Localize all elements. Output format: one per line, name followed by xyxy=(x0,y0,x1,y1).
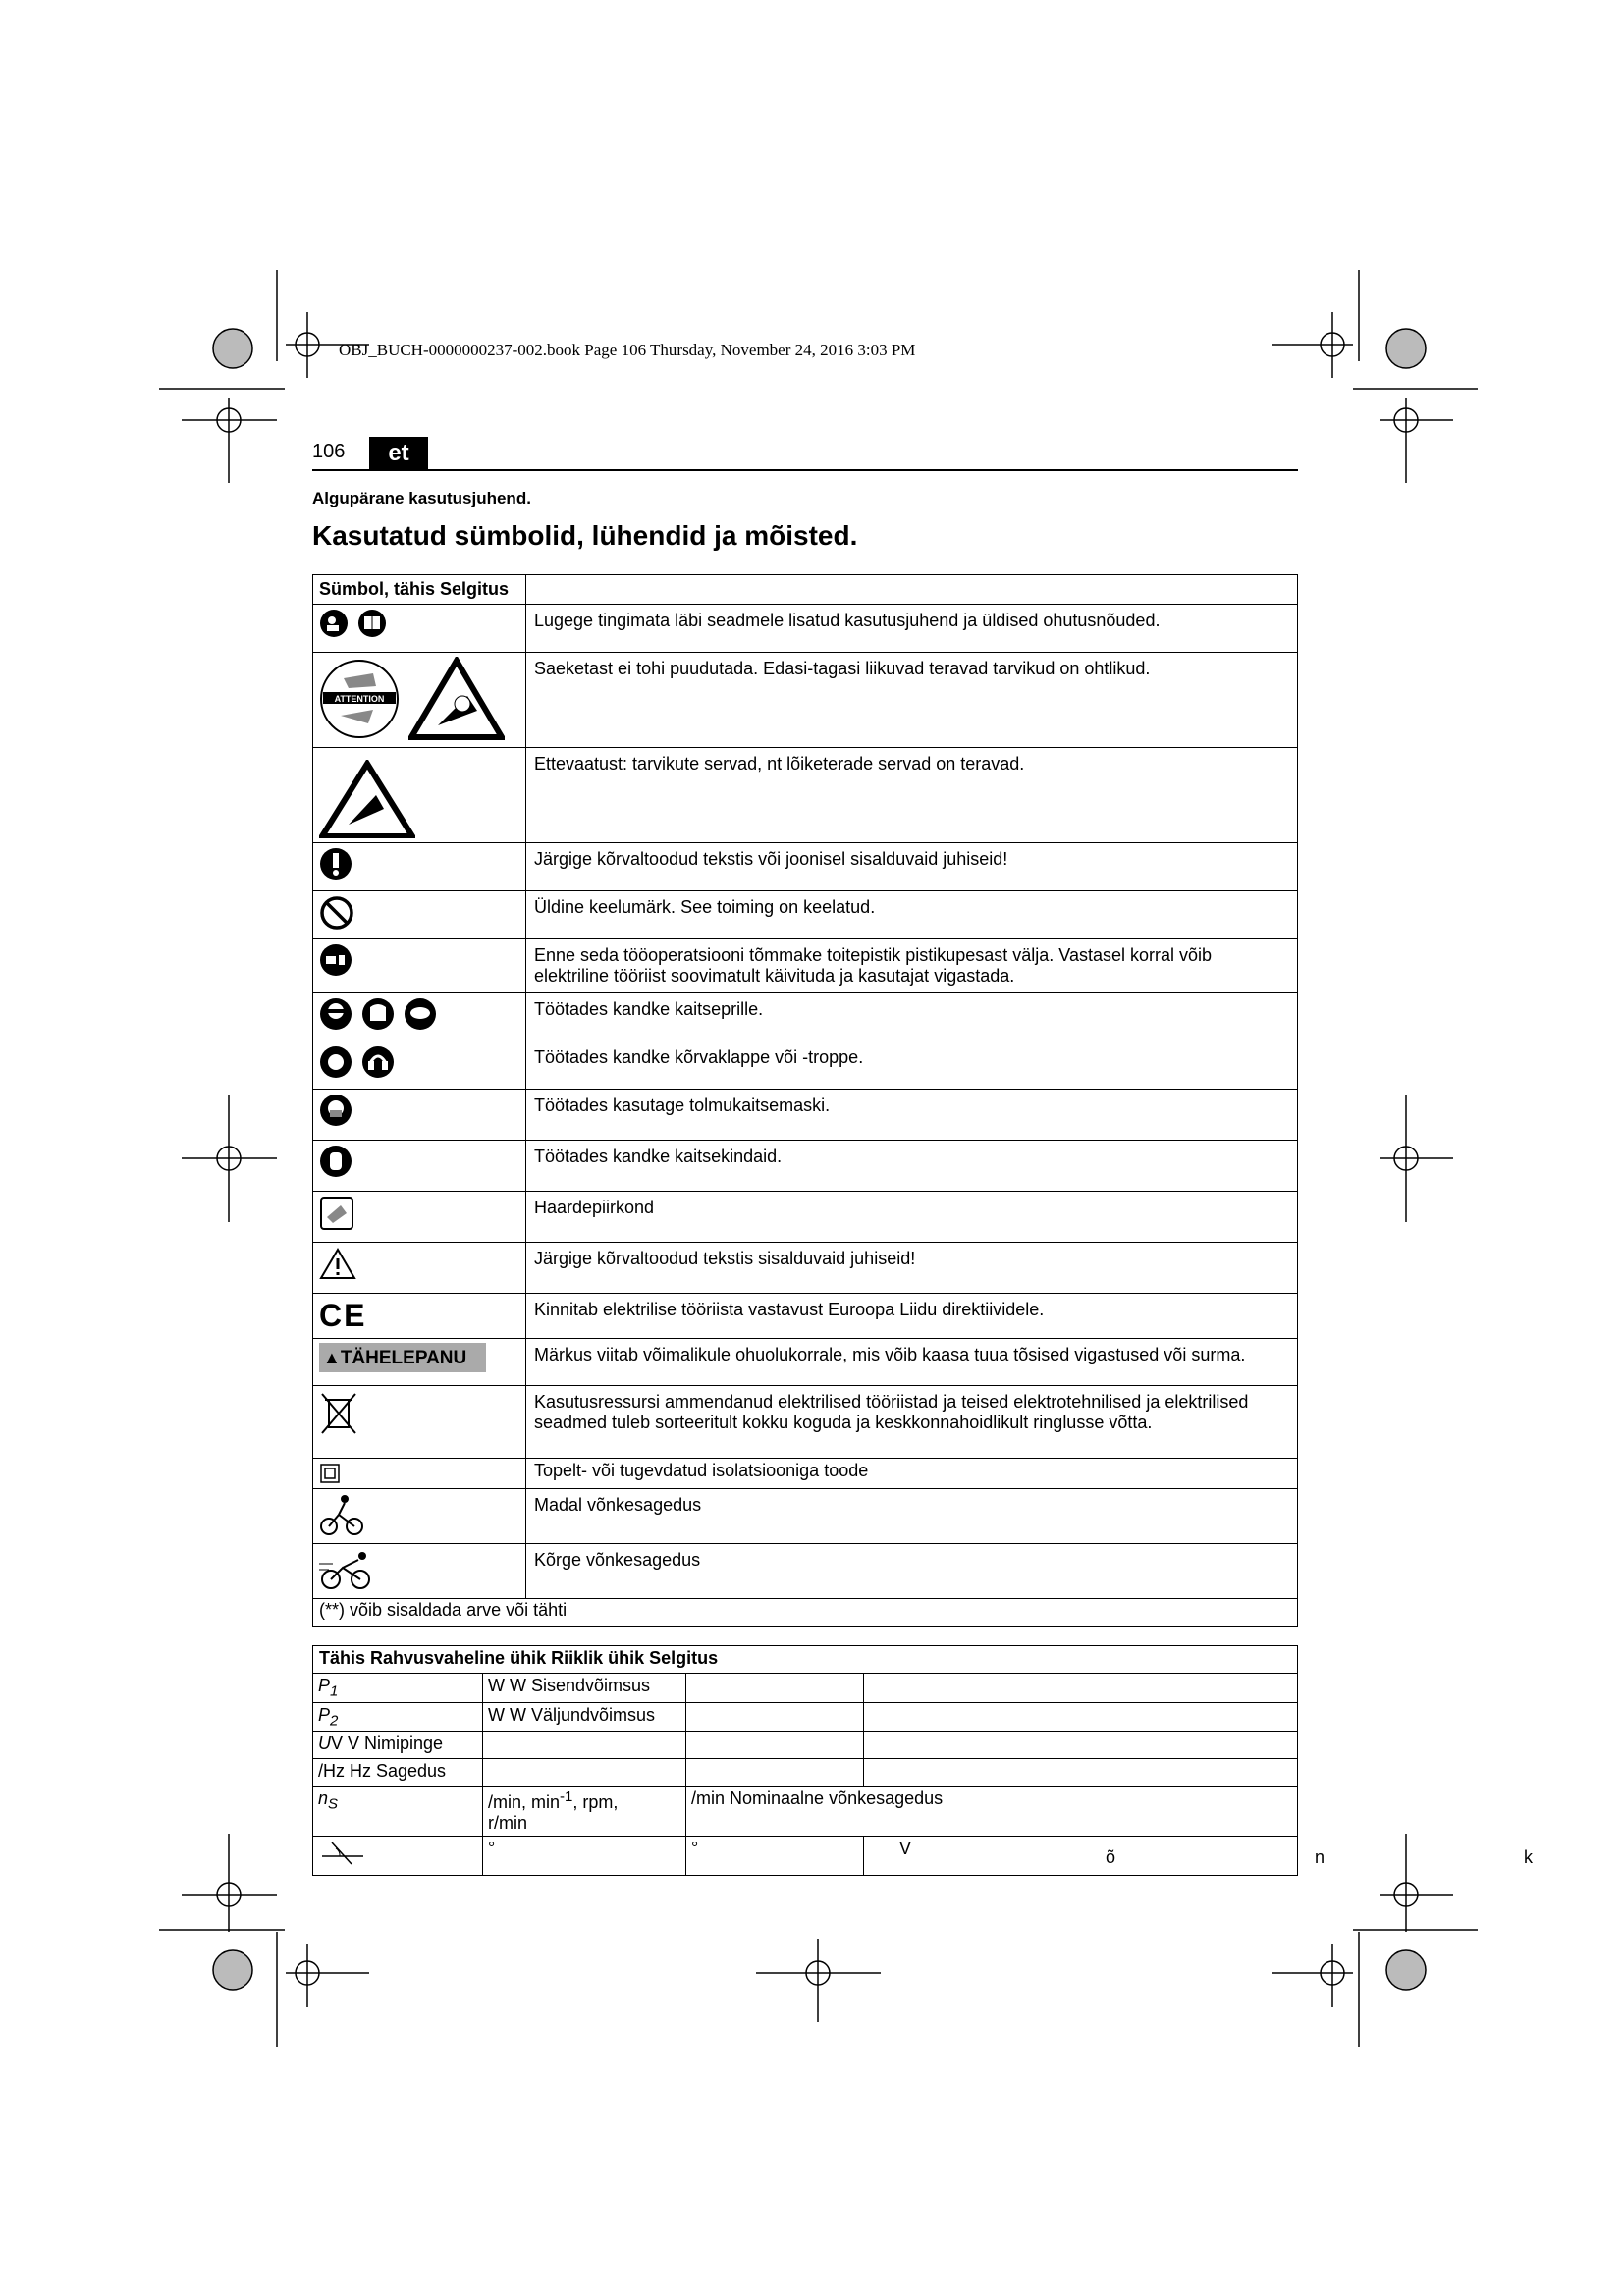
unit-symbol: $P_1$ xyxy=(313,1674,483,1703)
face-shield-icon xyxy=(361,997,395,1031)
symbol-text: Haardepiirkond xyxy=(526,1192,1298,1243)
exclamation-icon xyxy=(319,847,352,881)
units-table xyxy=(312,1645,1298,1876)
symbol-text: Järgige kõrvaltoodud tekstis sisalduvaid juhiseid! xyxy=(526,1243,1298,1294)
symbol-text: Kinnitab elektrilise tööriista vastavust Euroopa Liidu direktiividele. xyxy=(526,1294,1298,1339)
table-row xyxy=(313,1192,1298,1243)
table-row xyxy=(313,748,1298,843)
table-row xyxy=(313,1732,1298,1759)
earmuffs-icon xyxy=(361,1045,395,1079)
earplugs-icon xyxy=(319,1045,352,1079)
symbol-text: Kasutusressursi ammendanud elektrilised tööriistad ja teised elektrotehnilised ja elektrilised seadmed tuleb sorteeritult kokku koguda ja keskkonnahoidlikult ringlusse võtta. xyxy=(526,1386,1298,1459)
unit-text: W W Sisendvõimsus xyxy=(483,1674,686,1703)
symbol-text: Töötades kasutage tolmukaitsemaski. xyxy=(526,1090,1298,1141)
caution-label-text: TÄHELEPANU xyxy=(340,1348,467,1368)
table-row xyxy=(313,1759,1298,1787)
attention-label: ATTENTION xyxy=(334,694,385,704)
caution-label xyxy=(319,1343,486,1372)
unit-explanation xyxy=(864,1702,1298,1732)
sharp-edge-warning-icon xyxy=(319,760,415,838)
symbol-text: Topelt- või tugevdatud isolatsiooniga toode xyxy=(526,1459,1298,1489)
unit-symbol xyxy=(313,1837,483,1876)
table-row xyxy=(313,993,1298,1041)
table-row xyxy=(313,1339,1298,1386)
language-tag: et xyxy=(369,437,428,470)
table-header-row xyxy=(313,1646,1298,1674)
table-row xyxy=(313,1837,1298,1876)
unit-national xyxy=(686,1759,864,1787)
table-row xyxy=(313,1674,1298,1703)
caution-triangle-icon: ▲ xyxy=(323,1348,341,1367)
bicycle-fast-icon xyxy=(319,1548,374,1591)
unit-symbol: $n_S$ xyxy=(313,1787,483,1837)
dust-mask-icon xyxy=(319,1094,352,1127)
unit-national xyxy=(686,1674,864,1703)
unplug-icon xyxy=(319,943,352,977)
table-row xyxy=(313,1702,1298,1732)
doc-title: Algupärane kasutusjuhend. xyxy=(312,489,531,507)
read-manual-icon xyxy=(319,609,349,638)
goggles-icon xyxy=(404,997,437,1031)
unit-explanation xyxy=(864,1674,1298,1703)
table-row xyxy=(313,1459,1298,1489)
blade-warning-icon xyxy=(408,657,505,741)
table-row xyxy=(313,1243,1298,1294)
footnote-row xyxy=(313,1599,1298,1627)
prohibition-icon xyxy=(319,895,354,931)
page-number: 106 xyxy=(312,441,346,462)
attention-hand-icon xyxy=(319,659,400,739)
table-row xyxy=(313,939,1298,993)
table-row xyxy=(313,1141,1298,1192)
table-row xyxy=(313,1787,1298,1837)
table-row xyxy=(313,1294,1298,1339)
ce-mark: CE xyxy=(319,1298,367,1333)
symbol-text: Saeketast ei tohi puudutada. Edasi-tagasi liikuvad teravad tarvikud on ohtlikud. xyxy=(526,653,1298,748)
table-row xyxy=(313,1090,1298,1141)
unit-text: ° xyxy=(483,1837,686,1876)
stray-letter: õ xyxy=(1106,1847,1116,1867)
symbol-text: Töötades kandke kaitseprille. xyxy=(526,993,1298,1041)
units-table-header: Tähis Rahvusvaheline ühik Riiklik ühik Selgitus xyxy=(313,1646,1298,1674)
safety-glasses-icon xyxy=(319,997,352,1031)
unit-national: /min Nominaalne võnkesagedus xyxy=(686,1787,1298,1837)
unit-national: ° xyxy=(686,1837,864,1876)
symbol-text: Üldine keelumärk. See toiming on keelatud. xyxy=(526,891,1298,939)
gloves-icon xyxy=(319,1145,352,1178)
table-header-row xyxy=(313,575,1298,605)
symbol-text: Töötades kandke kaitsekindaid. xyxy=(526,1141,1298,1192)
table-row xyxy=(313,891,1298,939)
bicycle-slow-icon xyxy=(319,1493,364,1538)
table-row xyxy=(313,1544,1298,1599)
grip-area-icon xyxy=(319,1196,354,1231)
warning-triangle-icon xyxy=(319,1247,356,1280)
double-insulation-icon xyxy=(319,1463,341,1484)
table-row xyxy=(313,653,1298,748)
unit-text xyxy=(483,1732,686,1759)
unit-text xyxy=(483,1759,686,1787)
symbol-text: Järgige kõrvaltoodud tekstis või joonisel sisalduvaid juhiseid! xyxy=(526,843,1298,891)
symbol-text: Töötades kandke kõrvaklappe või -troppe. xyxy=(526,1041,1298,1090)
table-row xyxy=(313,605,1298,653)
unit-explanation xyxy=(864,1732,1298,1759)
table-row xyxy=(313,1386,1298,1459)
unit-symbol: UV V Nimipinge xyxy=(313,1732,483,1759)
symbol-text: Ettevaatust: tarvikute servad, nt lõiketerade servad on teravad. xyxy=(526,748,1298,843)
table-row xyxy=(313,1489,1298,1544)
symbol-text: Kõrge võnkesagedus xyxy=(526,1544,1298,1599)
weee-bin-icon xyxy=(319,1390,358,1437)
table-row xyxy=(313,843,1298,891)
stray-letter: k xyxy=(1524,1847,1533,1867)
section-title: Kasutatud sümbolid, lühendid ja mõisted. xyxy=(312,520,858,551)
unit-text: W W Väljundvõimsus xyxy=(483,1702,686,1732)
unit-symbol: $P_2$ xyxy=(313,1702,483,1732)
symbols-table xyxy=(312,574,1298,1627)
table-row xyxy=(313,1041,1298,1090)
symbol-text: Märkus viitab võimalikule ohuolukorrale, mis võib kaasa tuua tõsised vigastused või surma. xyxy=(526,1339,1298,1386)
symbol-text: Madal võnkesagedus xyxy=(526,1489,1298,1544)
symbols-footnote: (**) võib sisaldada arve või tähti xyxy=(313,1599,1298,1627)
header-rule xyxy=(312,469,1298,471)
angle-icon xyxy=(318,1839,367,1866)
print-header: OBJ_BUCH-0000000237-002.book Page 106 Thursday, November 24, 2016 3:03 PM xyxy=(339,341,916,359)
symbol-text: Lugege tingimata läbi seadmele lisatud kasutusjuhend ja üldised ohutusnõuded. xyxy=(526,605,1298,653)
unit-explanation: V xyxy=(864,1837,1298,1876)
symbols-table-header: Sümbol, tähis Selgitus xyxy=(313,575,526,605)
unit-national xyxy=(686,1732,864,1759)
symbol-text: Enne seda tööoperatsiooni tõmmake toitepistik pistikupesast välja. Vastasel korral võib elektriline tööriist soovimatult käivituda ja kasutajat vigastada. xyxy=(526,939,1298,993)
unit-explanation xyxy=(864,1759,1298,1787)
manual-book-icon xyxy=(357,609,387,638)
unit-text: /min, $\min^{-1}$, rpm, r/min xyxy=(483,1787,686,1837)
stray-letter: n xyxy=(1315,1847,1326,1867)
unit-symbol: /Hz Hz Sagedus xyxy=(313,1759,483,1787)
unit-national xyxy=(686,1702,864,1732)
